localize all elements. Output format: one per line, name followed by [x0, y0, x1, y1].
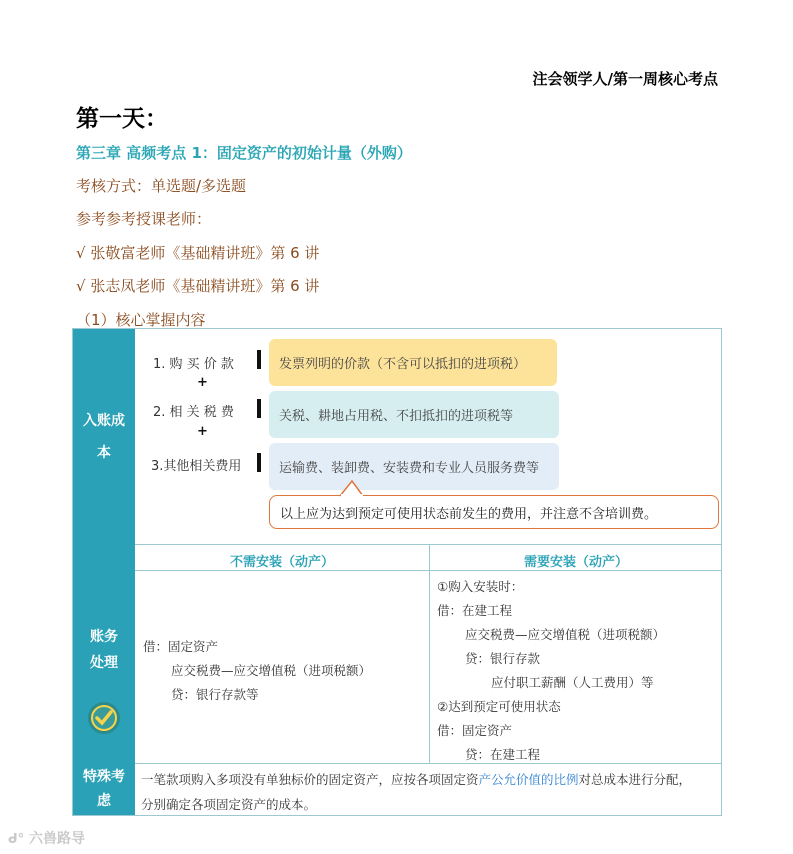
- entry-line: 借：在建工程: [437, 603, 513, 618]
- entry-line: 贷：银行存款: [465, 651, 541, 666]
- side-label-cost: 入账成 本: [73, 329, 135, 544]
- entry-line: 贷：在建工程: [465, 747, 541, 762]
- special-text-highlight: 产公允价值的比例: [478, 772, 579, 787]
- entry-line: ②达到预定可使用状态: [437, 699, 561, 714]
- special-text-line-1: [141, 770, 691, 788]
- side-label-accounting: 账务 处理: [90, 629, 118, 671]
- reference-teachers-label: 参考参考授课老师：: [76, 210, 212, 228]
- cost-item-bar: [257, 350, 261, 369]
- cost-item-purchase-price: 1. 购 买 价 款: [153, 357, 234, 372]
- side-label-special: 特殊考 虑: [73, 763, 135, 815]
- special-text-line-2: 分别确定各项固定资产的成本。: [141, 797, 317, 812]
- cost-box-taxes: 关税、耕地占用税、不扣抵扣的进项税等: [269, 391, 559, 438]
- chapter-title: 第三章 高频考点 1：固定资产的初始计量（外购）: [76, 144, 412, 162]
- col-header-install: 需要安装（动产）: [523, 555, 628, 570]
- cost-box-other: 运输费、装卸费、安装费和专业人员服务费等: [269, 443, 559, 490]
- watermark-logo: [8, 828, 85, 848]
- checkmark-icon: [88, 702, 120, 734]
- section-title: （1）核心掌握内容: [76, 311, 206, 329]
- col-header-no-install: 不需安装（动产）: [229, 555, 334, 570]
- plus-sign: +: [197, 424, 208, 439]
- watermark-icon: ᑯ°: [8, 832, 25, 847]
- header-title: 注会领学人/第一周核心考点: [532, 70, 718, 88]
- entry-line: ①购入安装时：: [437, 579, 524, 594]
- day-title: 第一天：: [76, 106, 168, 132]
- teacher-line-2: √ 张志凤老师《基础精讲班》第 6 讲: [76, 277, 320, 295]
- special-text-b: 对总成本进行分配，: [578, 772, 692, 787]
- callout-pointer: [339, 480, 365, 497]
- entry-line: 应付职工薪酬（人工费用）等: [491, 675, 654, 690]
- cost-box-price: 发票列明的价款（不含可以抵扣的进项税）: [269, 339, 557, 386]
- cost-item-other-fees: 3.其他相关费用: [151, 459, 242, 474]
- special-text-a: 一笔款项购入多项没有单独标价的固定资产，应按各项固定资: [141, 772, 479, 787]
- entry-line: 贷：银行存款等: [171, 687, 259, 702]
- side-accounting-cell: [73, 544, 135, 763]
- entry-line: 借：固定资产: [143, 639, 219, 654]
- core-content-table: [72, 328, 722, 816]
- teacher-line-1: √ 张敬富老师《基础精讲班》第 6 讲: [76, 244, 320, 262]
- cost-note-callout: 以上应为达到预定可使用状态前发生的费用，并注意不含培训费。: [269, 495, 719, 529]
- entry-line: 应交税费—应交增值税（进项税额）: [465, 627, 666, 642]
- exam-method: 考核方式：单选题/多选题: [76, 177, 247, 195]
- entry-line: 应交税费—应交增值税（进项税额）: [171, 663, 372, 678]
- cost-item-taxes: 2. 相 关 税 费: [153, 405, 234, 420]
- watermark-text: 六兽路导: [29, 831, 86, 847]
- entry-line: 借：固定资产: [437, 723, 513, 738]
- plus-sign: +: [197, 375, 208, 390]
- cost-item-bar: [257, 453, 261, 472]
- cost-item-bar: [257, 399, 261, 418]
